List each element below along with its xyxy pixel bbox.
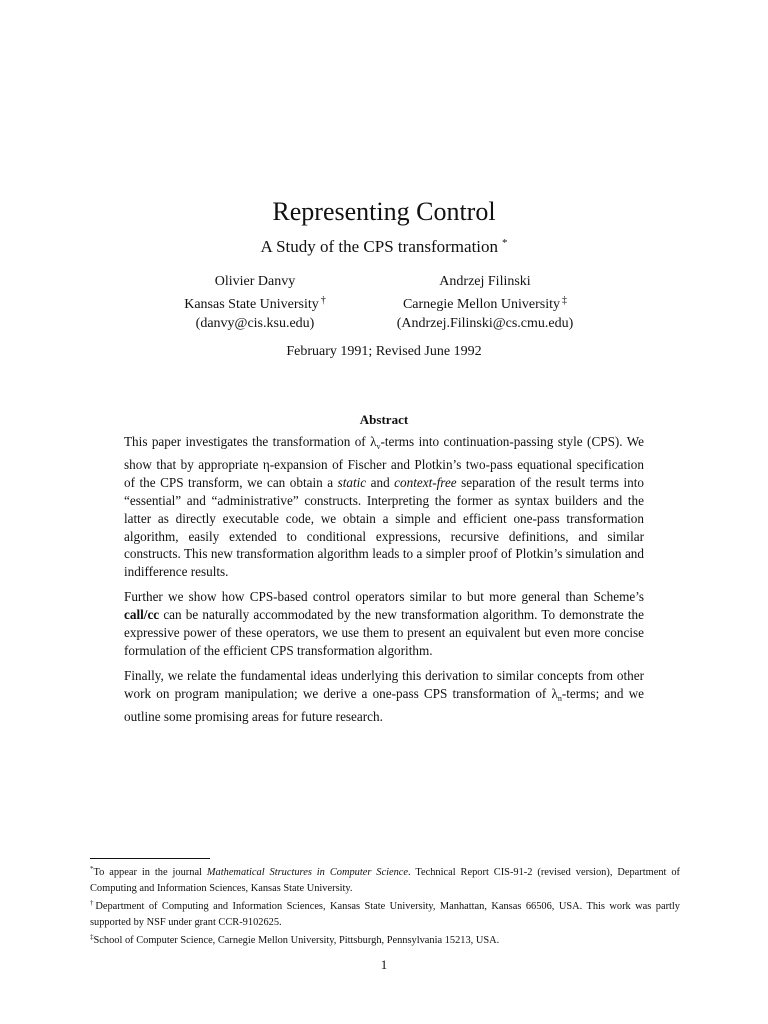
emphasis: static	[337, 474, 367, 490]
affiliation-footnote-mark: ‡	[562, 295, 568, 306]
bold-term: call/cc	[124, 607, 160, 623]
abstract-paragraph-3	[124, 667, 644, 726]
abstract-body	[124, 433, 644, 733]
text-run: To appear in the journal	[93, 867, 207, 878]
footnote-2	[90, 896, 680, 930]
text-run: This paper investigates the transformation of λ	[124, 434, 377, 449]
footnote-divider	[90, 858, 210, 859]
text-run: Further we show how CPS-based control operators similar to but more general than Scheme’s	[124, 589, 644, 605]
abstract-paragraph-2	[124, 588, 644, 660]
paper-date: February 1991; Revised June 1992	[286, 344, 482, 359]
text-run: Department of Computing and Information Sciences, Kansas State University, Manhattan, Kansas 66506, USA. This work was partly supported by NSF under grant CCR-9102625.	[90, 901, 681, 928]
text-run: -terms into continuation-passing style (CPS). We show that by appropriate η-expansion of Fischer and Plotkin’s two-pass equational specification of the CPS transform, we can obtain a	[124, 434, 644, 490]
text-run: Finally, we relate the fundamental ideas underlying this derivation to similar concepts from other work on program manipulation; we derive a one-pass CPS transformation of λ	[124, 667, 644, 701]
author-email: (Andrzej.Filinski@cs.cmu.edu)	[396, 316, 574, 331]
subtitle-footnote-mark: *	[502, 237, 508, 249]
footnotes	[90, 862, 680, 949]
subtitle-text: A Study of the CPS transformation	[260, 237, 499, 256]
footnote-mark: †	[90, 899, 96, 908]
page-number: 1	[380, 957, 388, 972]
text-run: can be naturally accommodated by the new transformation algorithm. To demonstrate the expressive power of these operators, we use them to present an equivalent but even more concise formulation of the efficient CPS transformation algorithm.	[124, 607, 644, 658]
affiliation-text: Kansas State University	[184, 297, 319, 312]
subscript: n	[557, 693, 562, 703]
text-run: and	[366, 474, 395, 490]
author-affiliation	[370, 291, 600, 314]
abstract-paragraph-1	[124, 433, 644, 581]
text-run: -terms; and we outline some promising areas for future research.	[124, 685, 644, 724]
abstract-heading: Abstract	[359, 412, 409, 427]
author-block-2	[370, 272, 600, 333]
emphasis: Mathematical Structures in Computer Science	[206, 867, 409, 878]
footnote-mark: *	[90, 865, 94, 873]
paper-subtitle	[0, 232, 768, 258]
footnote-3	[90, 930, 680, 949]
emphasis: context-free	[394, 474, 457, 490]
footnote-1	[90, 862, 680, 896]
affiliation-text: Carnegie Mellon University	[402, 297, 561, 312]
author-block-1	[150, 272, 360, 333]
affiliation-footnote-mark: †	[320, 295, 326, 306]
author-email: (danvy@cis.ksu.edu)	[195, 316, 315, 331]
author-name: Olivier Danvy	[214, 274, 296, 289]
footnote-mark: ‡	[90, 933, 94, 942]
text-run: separation of the result terms into “essential” and “administrative” constructs. Interpreting the former as syntax builders and the latter as directly executable code, we obtain a simple and efficient one-pass transformation algorithm, easily extended to conditional expressions, recursive definitions, and similar constructs. This new transformation algorithm leads to a simpler proof of Plotkin’s simulation and indifference results.	[124, 474, 645, 580]
author-name: Andrzej Filinski	[439, 274, 531, 289]
author-affiliation	[150, 291, 360, 314]
text-run: . Technical Report CIS-91-2 (revised version), Department of Computing and Information Sciences, Kansas State University.	[90, 867, 680, 894]
paper-title: Representing Control	[272, 197, 496, 226]
text-run: School of Computer Science, Carnegie Mellon University, Pittsburgh, Pennsylvania 15213, USA.	[93, 935, 500, 947]
subscript: v	[376, 442, 381, 451]
